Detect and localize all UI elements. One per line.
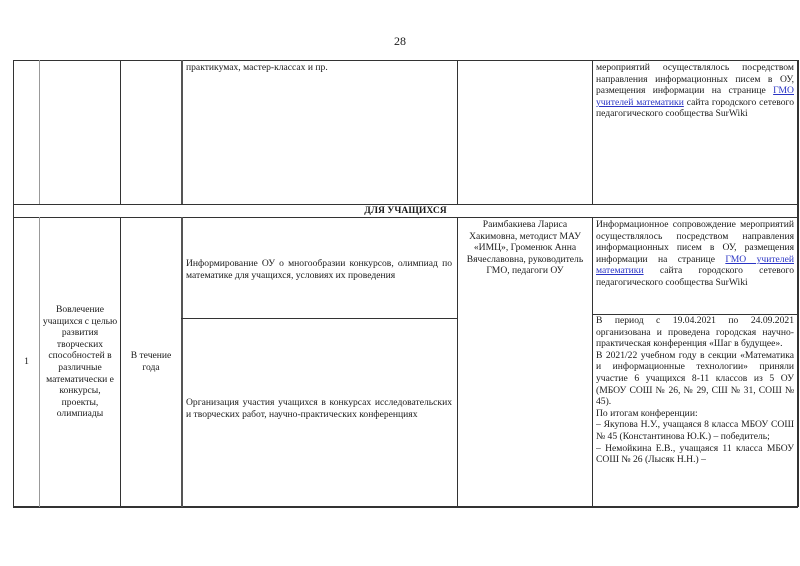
responsible-cell: Раимбакиева Лариса Хакимовна, методист МАУ «ИМЦ», Громенюк Анна Вячеславовна, руководитель ГМО, педагоги ОУ bbox=[466, 219, 584, 277]
activity-split-line bbox=[181, 318, 457, 319]
top-activity-cell: практикумах, мастер-классах и пр. bbox=[186, 62, 328, 73]
col-line-4 bbox=[457, 60, 458, 204]
activity-2-cell: Организация участия учащихся в конкурсах исследовательских и творческих работ, научно-практических конференциях bbox=[186, 397, 452, 420]
result-paragraph-5: – Немойкина Е.В., учащаяся 11 класса МБОУ СОШ № 26 (Лысяк Н.Н.) – bbox=[596, 442, 794, 466]
col-line-2b bbox=[120, 217, 121, 507]
table-border-left bbox=[13, 60, 14, 507]
col-line-4b bbox=[457, 217, 458, 507]
result-2-cell bbox=[596, 315, 794, 506]
col-line-3b bbox=[181, 217, 183, 507]
col-line-3 bbox=[181, 60, 183, 204]
timing-cell: В течение года bbox=[130, 350, 172, 373]
activity-1-cell: Информирование ОУ о многообразии конкурсов, олимпиад по математике для учащихся, условиях их проведения bbox=[186, 258, 452, 281]
col-line-5b bbox=[592, 217, 593, 507]
result-1-cell bbox=[596, 219, 794, 289]
result-paragraph-1: В период с 19.04.2021 по 24.09.2021 организована и проведена городская научно-практическая конференция «Шаг в будущее». bbox=[596, 315, 794, 350]
result-1-text-1: Информационное сопровождение мероприятий осуществлялось посредством направления информационных писем в ОУ, размещения информации на странице bbox=[596, 219, 794, 265]
top-result-text-2: сайта городского сетевого педагогического сообщества SurWiki bbox=[596, 96, 794, 120]
table-border-top bbox=[13, 60, 798, 61]
page-number: 28 bbox=[394, 34, 406, 48]
table-border-bottom bbox=[13, 506, 798, 508]
result-paragraph-2: В 2021/22 учебном году в секции «Математика и информационные технологии» приняли участие 6 учащихся 8-11 классов из 5 ОУ (МБОУ СОШ № 26, № 29, СШ № 31, СОШ № 45). bbox=[596, 349, 794, 408]
row-number: 1 bbox=[24, 356, 29, 367]
section-header: ДЛЯ УЧАЩИХСЯ bbox=[364, 205, 447, 216]
result-paragraph-4: – Якупова Н.У., учащаяся 8 класса МБОУ СОШ № 45 (Константинова Ю.К.) – победитель; bbox=[596, 419, 794, 442]
gmo-link-2[interactable]: ГМО учителей математики bbox=[596, 253, 794, 277]
top-result-cell bbox=[596, 62, 794, 120]
table-border-right bbox=[797, 60, 799, 507]
col-line-1 bbox=[39, 60, 40, 204]
section-line-bottom bbox=[13, 217, 798, 218]
top-result-text-1: мероприятий осуществлялось посредством направления информационных писем в ОУ, размещения информации на странице bbox=[596, 62, 794, 97]
goal-cell: Вовлечение учащихся с целью развития творческих способностей в различные математически е конкурсы, проекты, олимпиады bbox=[42, 304, 118, 420]
result-1-text-2: сайта городского сетевого педагогического сообщества SurWiki bbox=[596, 265, 794, 288]
result-paragraph-3: По итогам конференции: bbox=[596, 407, 698, 419]
col-line-1b bbox=[39, 217, 40, 507]
col-line-5 bbox=[592, 60, 593, 204]
gmo-link[interactable]: ГМО учителей математики bbox=[596, 85, 794, 108]
col-line-2 bbox=[120, 60, 121, 204]
